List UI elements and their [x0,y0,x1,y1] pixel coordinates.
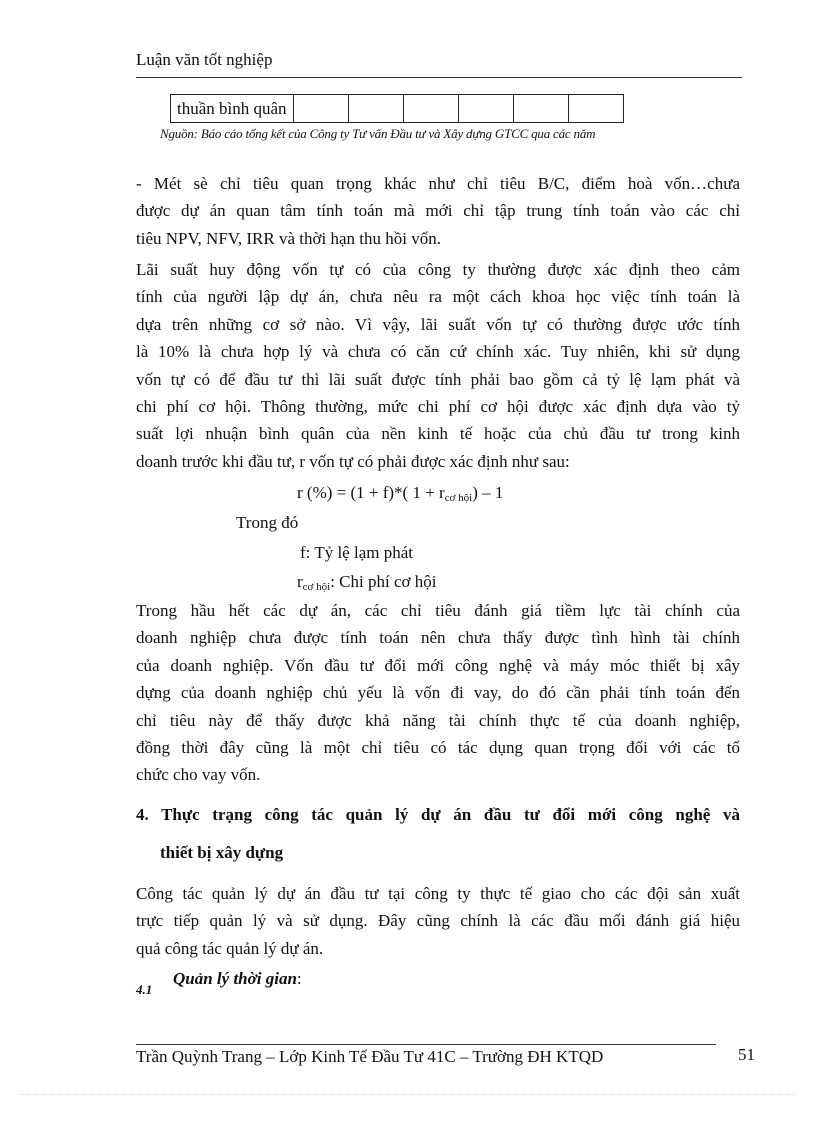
section-heading: 4. Thực trạng công tác quản lý dự án đầu tư đổi mới công nghệ và [136,805,740,824]
text-line: được dự án quan tâm tính toán mà mới chỉ tập trung tính toán vào các chỉ [136,201,740,221]
text-line: tiêu NPV, NFV, IRR và thời hạn thu hồi vốn. [136,228,441,248]
table-cell [403,95,458,123]
formula-main: r (%) = (1 + f)*( 1 + r [297,483,445,502]
table-row [171,95,624,123]
data-table-fragment [170,94,624,123]
table-cell [513,95,568,123]
table-cell [348,95,403,123]
paragraph-project-management [136,880,740,962]
text-line: suất lợi nhuận bình quân của nền kinh tế hoặc của chủ đầu tư trong kinh [136,424,740,444]
page-footer-text: Trần Quỳnh Trang – Lớp Kinh Tế Đầu Tư 41C – Trường ĐH KTQD [136,1047,604,1066]
definition-subscript: cơ hội [302,581,331,593]
page-bottom-border [20,1094,796,1095]
text-line: vốn tự có để đầu tư thì lãi suất được tính phải bao gồm cả tỷ lệ lạm phát và [136,369,740,389]
text-line: dựng của doanh nghiệp chủ yếu là vốn đi vay, do đó cần phải tính toán đến [136,683,740,703]
subsection-title [173,969,302,989]
text-line: chức cho vay vốn. [136,765,261,785]
text-line: chi phí cơ hội. Thông thường, mức chi phí cơ hội được xác định dựa vào tỷ [136,397,740,417]
interest-rate-formula [297,483,503,504]
text-line: là 10% là chưa hợp lý và chưa có căn cứ chính xác. Tuy nhiên, khi sử dụng [136,342,740,362]
text-line: Công tác quản lý dự án đầu tư tại công ty thực tế giao cho các đội sản xuất [136,884,740,903]
text-line: doanh trước khi đầu tư, r vốn tự có phải được xác định như sau: [136,451,570,471]
text-line: - Mét sè chỉ tiêu quan trọng khác như chỉ tiêu B/C, điểm hoà vốn…chưa [136,174,740,193]
text-line: Lãi suất huy động vốn tự có của công ty thường được xác định theo cảm [136,260,740,279]
text-line: chỉ tiêu này để thấy được khả năng tài chính thực tế của doanh nghiệp, [136,710,740,730]
text-line: quả công tác quản lý dự án. [136,938,324,958]
paragraph-interest-rate [136,256,740,475]
formula-subscript: cơ hội [444,492,473,504]
text-line: của doanh nghiệp. Vốn đầu tư đổi mới công nghệ và máy móc thiết bị xây [136,655,740,675]
text-line: trực tiếp quản lý và sử dụng. Đây cũng chính là các đầu mối đánh giá hiệu [136,911,740,931]
page-header-title: Luận văn tốt nghiệp [136,50,273,69]
text-line: đồng thời đây cũng là một chỉ tiêu có tác dụng quan trọng đối với các tổ [136,738,740,758]
text-line: dựa trên những cơ sở nào. Vì vậy, lãi suất vốn tự có thường được ước tính [136,314,740,334]
table-cell [293,95,348,123]
page-number: 51 [738,1045,755,1064]
definition-symbol: r [297,572,303,591]
definition-text: : Chi phí cơ hội [330,572,437,591]
subsection-number: 4.1 [136,982,153,997]
paragraph-other-indicators [136,170,740,252]
subsection-colon: : [296,969,302,988]
section-heading-continued: thiết bị xây dựng [160,843,284,862]
subsection-title-text: Quản lý thời gian [173,969,297,988]
text-line: Trong hầu hết các dự án, các chỉ tiêu đánh giá tiềm lực tài chính của [136,601,740,620]
where-label: Trong đó [236,513,299,532]
definition-inflation: f: Tỷ lệ lạm phát [300,543,413,562]
header-divider [136,77,742,78]
table-source-note: Nguồn: Báo cáo tổng kết của Công ty Tư vấn Đầu tư và Xây dựng GTCC qua các năm [160,126,596,141]
paragraph-financial-capacity [136,597,740,789]
definition-opportunity-cost [297,572,436,593]
table-cell [568,95,623,123]
table-row-label: thuần bình quân [171,95,294,123]
footer-divider [136,1044,716,1045]
text-line: tính của người lập dự án, chưa nêu ra một cách khoa học việc tính toán là [136,287,740,307]
text-line: doanh nghiệp chưa được tính toán nên chưa thấy được tình hình tài chính [136,628,740,648]
table-cell [458,95,513,123]
formula-tail: ) – 1 [472,483,504,502]
